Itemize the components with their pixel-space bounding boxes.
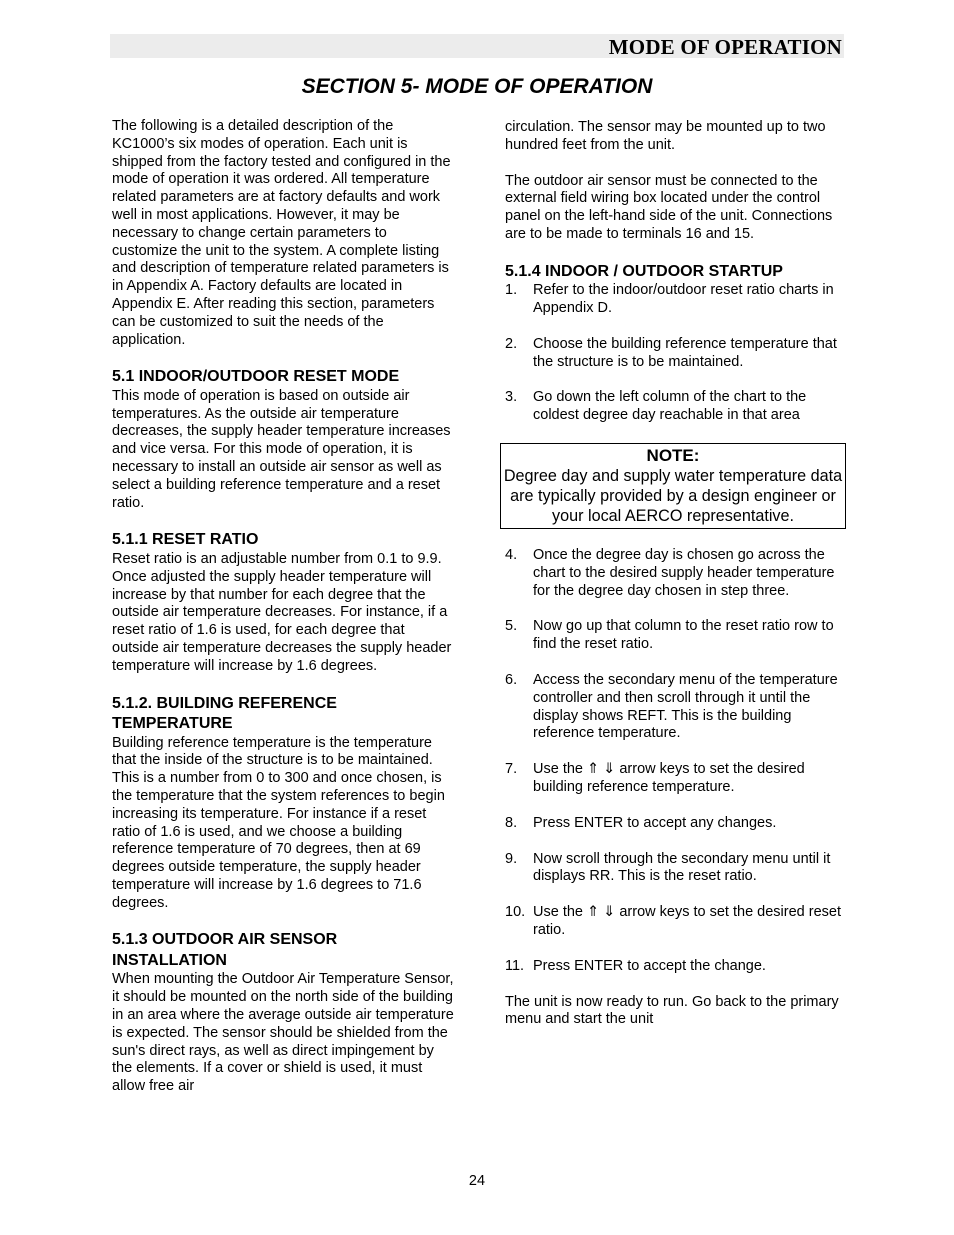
step-number: 6. xyxy=(505,672,518,689)
step-number: 7. xyxy=(505,761,518,778)
heading-5-1-2: 5.1.2. BUILDING REFERENCE TEMPERATURE xyxy=(112,694,337,733)
list-item xyxy=(505,851,847,887)
startup-steps-b xyxy=(505,547,847,976)
running-header xyxy=(110,34,844,58)
section-title: SECTION 5- MODE OF OPERATION xyxy=(301,75,653,98)
list-item xyxy=(505,958,847,976)
note-title: NOTE: xyxy=(646,446,700,466)
continued-paragraph: circulation. The sensor may be mounted up to two hundred feet from the unit. xyxy=(505,119,826,153)
list-item xyxy=(505,389,847,425)
list-item xyxy=(505,815,847,833)
step-text: Go down the left column of the chart to the coldest degree day reachable in that area xyxy=(533,389,807,424)
list-item xyxy=(505,547,847,600)
step-text: Now go up that column to the reset ratio row to find the reset ratio. xyxy=(533,618,834,653)
list-item xyxy=(505,904,847,940)
intro-paragraph: The following is a detailed description of the KC1000’s six modes of operation. Each unit is shipped from the factory tested and configured in the mode of operation it was ordered. All temperature related parameters are at factory defaults and work well in most applications. However, it may be necessary to change certain parameters to customize the unit to the system. A complete listing and description of temperature related parameters is in Appendix A. Factory defaults are located in Appendix E. After reading this section, parameters can be customized to suit the needs of the application. xyxy=(112,118,451,348)
right-column xyxy=(505,118,847,1029)
body-5-1: This mode of operation is based on outside air temperatures. As the outside air temperature decreases, the supply header temperature increases and vice versa. For this mode of operation, it is necessary to install an outside air sensor as well as select a building reference temperature and a reset ratio. xyxy=(112,387,451,511)
step-number: 1. xyxy=(505,282,518,299)
step-text: Use the ⇑ ⇓ arrow keys to set the desired building reference temperature. xyxy=(533,761,805,796)
list-item xyxy=(505,672,847,743)
step-text: Access the secondary menu of the temperature controller and then scroll through it until the display shows REFT. This is the building reference temperature. xyxy=(533,672,838,742)
step-number: 9. xyxy=(505,850,518,867)
heading-5-1-4: 5.1.4 INDOOR / OUTDOOR STARTUP xyxy=(505,262,783,280)
step-text: Once the degree day is chosen go across the chart to the desired supply header temperature for the degree day chosen in step three. xyxy=(533,547,835,599)
step-text: Press ENTER to accept any changes. xyxy=(533,814,777,831)
list-item xyxy=(505,336,847,372)
step-number: 4. xyxy=(505,547,518,564)
note-text: Degree day and supply water temperature data are typically provided by a design engineer or your local AERCO representative. xyxy=(503,467,843,526)
left-column xyxy=(112,118,454,1096)
list-item xyxy=(505,618,847,654)
step-text: Press ENTER to accept the change. xyxy=(533,957,766,974)
step-number: 10. xyxy=(505,904,526,921)
list-item xyxy=(505,761,847,797)
heading-5-1: 5.1 INDOOR/OUTDOOR RESET MODE xyxy=(112,368,400,386)
body-5-1-3: When mounting the Outdoor Air Temperature Sensor, it should be mounted on the north side of the building in an area where the average outside air temperature is expected. The sensor should be shielded from the sun's direct rays, as well as direct impingement by the elements. If a cover or shield is used, it must allow free air xyxy=(112,971,454,1095)
closing-paragraph: The unit is now ready to run. Go back to the primary menu and start the unit xyxy=(505,993,839,1028)
step-number: 8. xyxy=(505,814,518,831)
body-5-1-2: Building reference temperature is the temperature that the inside of the structure is to be maintained. This is a number from 0 to 300 and once chosen, is the temperature that the system references to begin increasing its temperature. For instance if a reset ratio of 1.6 is used, and we choose a building reference temperature of 70 degrees, then at 69 degrees outside temperature, the supply header temperature will increase by 1.6 degrees to 71.6 degrees. xyxy=(112,734,445,911)
step-number: 11. xyxy=(505,957,525,974)
list-item xyxy=(505,282,847,318)
step-text: Now scroll through the secondary menu until it displays RR. This is the reset ratio. xyxy=(533,850,831,885)
step-number: 5. xyxy=(505,618,518,635)
note-box xyxy=(500,443,846,529)
startup-steps-a xyxy=(505,282,847,425)
step-text: Choose the building reference temperature that the structure is to be maintained. xyxy=(533,335,837,370)
running-header-title: MODE OF OPERATION xyxy=(608,35,842,59)
page-number: 24 xyxy=(468,1173,486,1189)
step-text: Refer to the indoor/outdoor reset ratio charts in Appendix D. xyxy=(533,282,834,317)
wiring-paragraph: The outdoor air sensor must be connected to the external field wiring box located under the control panel on the left-hand side of the unit. Connections are to be made to terminals 16 and 15. xyxy=(505,172,833,242)
heading-5-1-3: 5.1.3 OUTDOOR AIR SENSOR INSTALLATION xyxy=(112,931,338,969)
step-text: Use the ⇑ ⇓ arrow keys to set the desired reset ratio. xyxy=(533,904,841,939)
step-number: 3. xyxy=(505,389,518,406)
body-5-1-1: Reset ratio is an adjustable number from 0.1 to 9.9. Once adjusted the supply header temperature will increase by that number for each degree that the outside air temperature decreases. For instance, if a reset ratio of 1.6 is used, for each degree that outside air temperature decreases the supply header temperature will increase by 1.6 degrees. xyxy=(112,550,452,674)
step-number: 2. xyxy=(505,335,518,352)
heading-5-1-1: 5.1.1 RESET RATIO xyxy=(112,531,259,549)
